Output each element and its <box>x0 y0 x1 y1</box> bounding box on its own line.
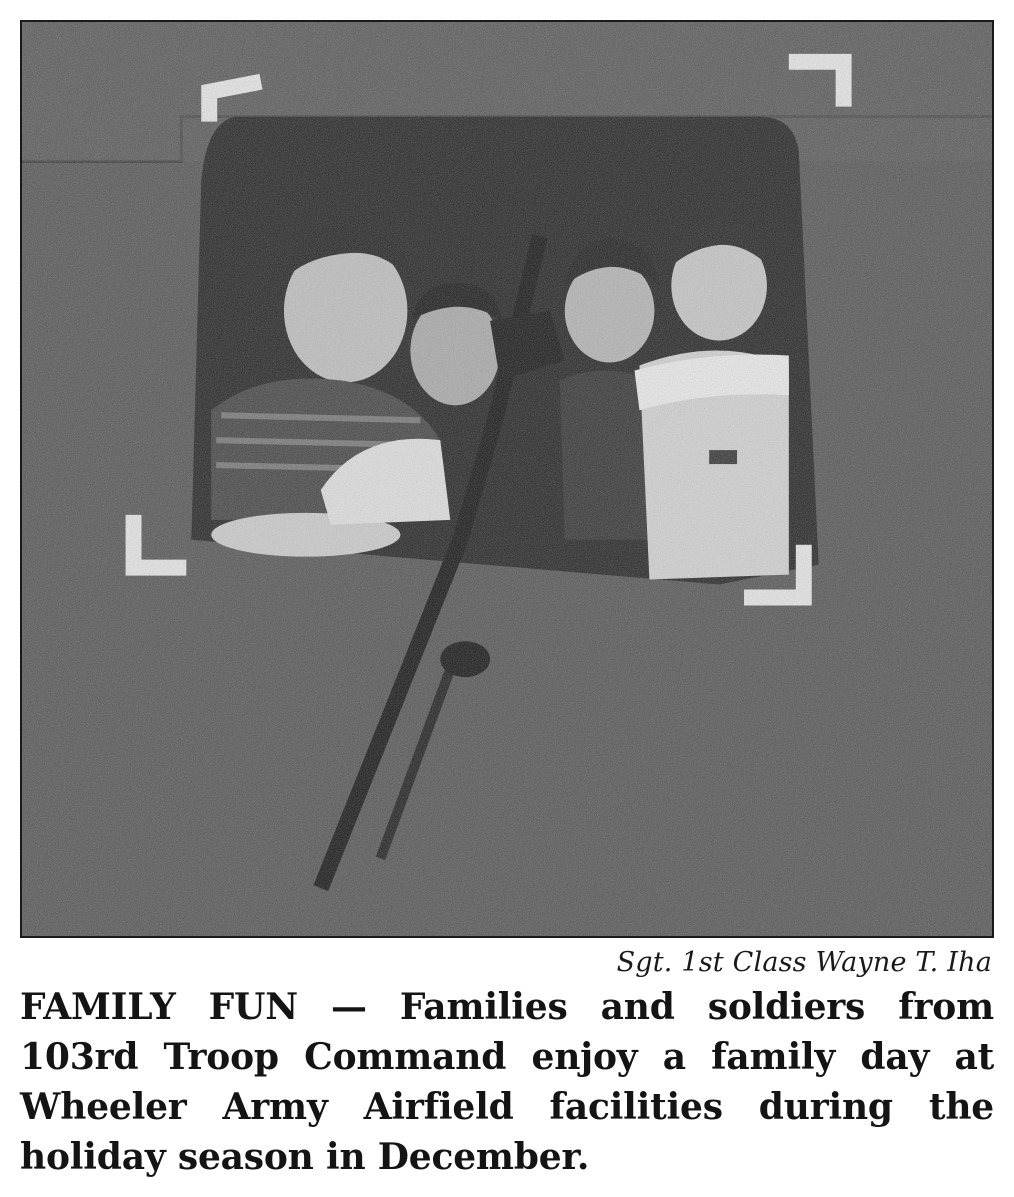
photo-credit: Sgt. 1st Class Wayne T. Iha <box>616 947 992 978</box>
caption-kicker: FAMILY FUN — <box>20 986 367 1028</box>
photo-children-in-helicopter-window-icon <box>22 22 992 936</box>
photo-caption <box>20 982 994 1182</box>
caption-text: Families and soldiers from 103rd Troop Command enjoy a family day at Wheeler Army Airfield facilities during the holiday season in December. <box>20 986 994 1178</box>
newspaper-photo <box>20 20 994 938</box>
